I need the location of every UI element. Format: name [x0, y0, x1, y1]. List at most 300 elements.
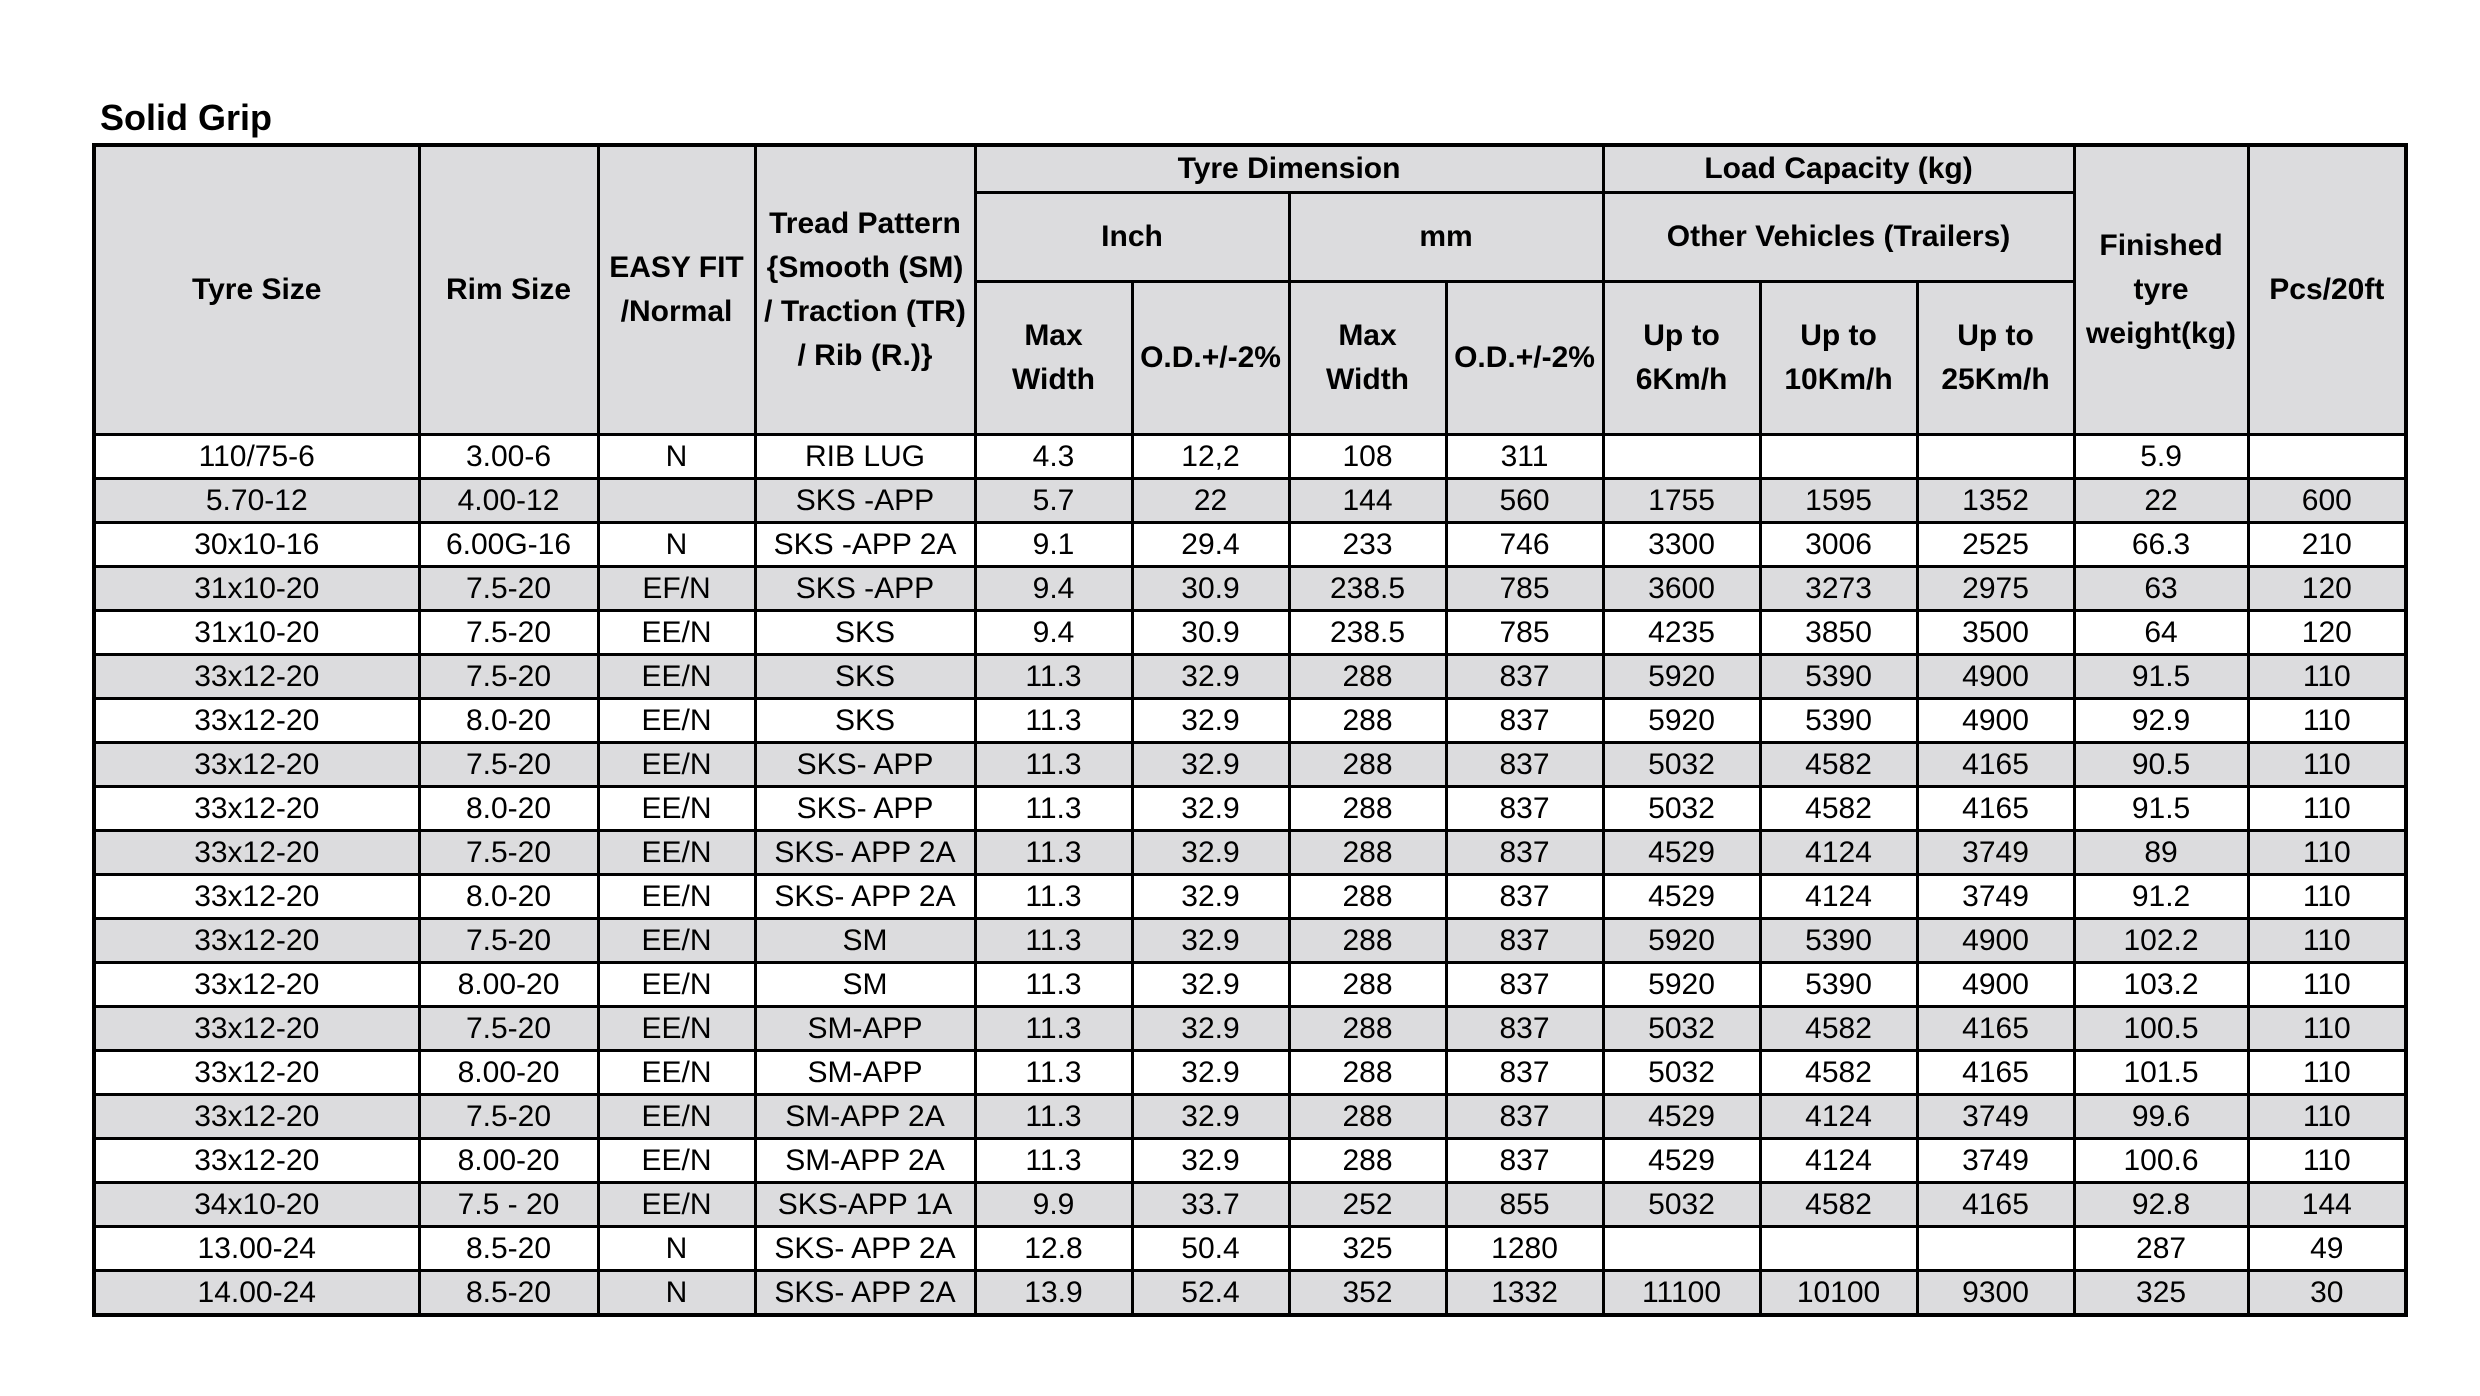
cell-inch-od: 32.9	[1132, 1007, 1289, 1051]
cell-tread-pattern: SM	[755, 963, 975, 1007]
cell-tyre-size: 33x12-20	[94, 699, 419, 743]
cell-load-10kmh: 3850	[1760, 611, 1917, 655]
cell-tyre-size: 34x10-20	[94, 1183, 419, 1227]
cell-load-25kmh: 3749	[1917, 1095, 2074, 1139]
cell-inch-od: 32.9	[1132, 699, 1289, 743]
cell-pcs-20ft: 600	[2248, 479, 2406, 523]
cell-tyre-size: 14.00-24	[94, 1271, 419, 1316]
cell-tread-pattern: SKS -APP 2A	[755, 523, 975, 567]
cell-rim-size: 7.5-20	[419, 743, 598, 787]
cell-inch-od: 32.9	[1132, 875, 1289, 919]
cell-mm-od: 837	[1446, 1007, 1603, 1051]
cell-rim-size: 7.5 - 20	[419, 1183, 598, 1227]
header-tread-pattern-line: {Smooth (SM)	[766, 251, 964, 284]
cell-load-10kmh	[1760, 435, 1917, 479]
cell-mm-max-width: 252	[1289, 1183, 1446, 1227]
cell-load-10kmh: 1595	[1760, 479, 1917, 523]
table-body	[94, 435, 2406, 1316]
cell-mm-od: 785	[1446, 567, 1603, 611]
cell-finished-weight: 287	[2074, 1227, 2248, 1271]
cell-tread-pattern: SKS	[755, 611, 975, 655]
cell-easy-fit: EE/N	[598, 611, 755, 655]
header-pcs-20ft: Pcs/20ft	[2248, 145, 2406, 435]
cell-inch-max-width: 9.4	[975, 611, 1132, 655]
cell-inch-od: 22	[1132, 479, 1289, 523]
cell-load-10kmh: 4582	[1760, 1007, 1917, 1051]
cell-finished-weight: 63	[2074, 567, 2248, 611]
cell-tyre-size: 33x12-20	[94, 655, 419, 699]
cell-rim-size: 8.0-20	[419, 787, 598, 831]
cell-load-6kmh: 4529	[1603, 1139, 1760, 1183]
cell-rim-size: 6.00G-16	[419, 523, 598, 567]
table-row	[94, 567, 2406, 611]
header-finished-weight	[2074, 145, 2248, 435]
cell-rim-size: 8.0-20	[419, 699, 598, 743]
header-tread-pattern-line: Tread Pattern	[769, 207, 961, 240]
header-max-width-line: Width	[1011, 363, 1096, 396]
cell-mm-max-width: 288	[1289, 1139, 1446, 1183]
cell-rim-size: 3.00-6	[419, 435, 598, 479]
cell-finished-weight: 103.2	[2074, 963, 2248, 1007]
cell-rim-size: 7.5-20	[419, 919, 598, 963]
cell-mm-od: 837	[1446, 699, 1603, 743]
cell-load-10kmh: 5390	[1760, 699, 1917, 743]
cell-pcs-20ft: 110	[2248, 963, 2406, 1007]
cell-tread-pattern: SKS- APP 2A	[755, 831, 975, 875]
cell-load-6kmh: 3600	[1603, 567, 1760, 611]
cell-load-10kmh: 4582	[1760, 1183, 1917, 1227]
header-up-to-25	[1917, 282, 2074, 435]
header-finished-weight-line: weight(kg)	[2086, 317, 2237, 350]
cell-mm-max-width: 288	[1289, 655, 1446, 699]
table-row	[94, 743, 2406, 787]
cell-mm-max-width: 288	[1289, 1007, 1446, 1051]
document-title: Solid Grip	[100, 97, 273, 138]
cell-inch-od: 50.4	[1132, 1227, 1289, 1271]
cell-load-6kmh: 5032	[1603, 1183, 1760, 1227]
cell-easy-fit: EE/N	[598, 919, 755, 963]
cell-mm-od: 785	[1446, 611, 1603, 655]
cell-load-10kmh: 10100	[1760, 1271, 1917, 1316]
cell-tread-pattern: SKS	[755, 699, 975, 743]
cell-load-25kmh	[1917, 435, 2074, 479]
cell-load-25kmh: 4165	[1917, 743, 2074, 787]
cell-load-6kmh: 3300	[1603, 523, 1760, 567]
header-rim-size: Rim Size	[419, 145, 598, 435]
cell-finished-weight: 92.9	[2074, 699, 2248, 743]
cell-pcs-20ft	[2248, 435, 2406, 479]
cell-easy-fit: N	[598, 1271, 755, 1316]
cell-pcs-20ft: 110	[2248, 831, 2406, 875]
cell-inch-od: 32.9	[1132, 919, 1289, 963]
header-speed-line: Up to	[1957, 319, 2034, 352]
header-inch-od: O.D.+/-2%	[1132, 282, 1289, 435]
cell-tyre-size: 31x10-20	[94, 611, 419, 655]
cell-inch-max-width: 9.4	[975, 567, 1132, 611]
cell-tyre-size: 5.70-12	[94, 479, 419, 523]
cell-tread-pattern: SKS- APP 2A	[755, 1271, 975, 1316]
cell-mm-max-width: 325	[1289, 1227, 1446, 1271]
cell-load-10kmh: 4124	[1760, 875, 1917, 919]
cell-finished-weight: 91.5	[2074, 655, 2248, 699]
cell-load-6kmh: 5920	[1603, 699, 1760, 743]
table-row	[94, 919, 2406, 963]
cell-load-25kmh: 4900	[1917, 699, 2074, 743]
cell-inch-od: 32.9	[1132, 1095, 1289, 1139]
cell-mm-od: 1280	[1446, 1227, 1603, 1271]
cell-mm-od: 1332	[1446, 1271, 1603, 1316]
cell-rim-size: 8.5-20	[419, 1227, 598, 1271]
cell-easy-fit: N	[598, 523, 755, 567]
header-tyre-size: Tyre Size	[94, 145, 419, 435]
cell-pcs-20ft: 110	[2248, 1007, 2406, 1051]
cell-load-6kmh: 5920	[1603, 655, 1760, 699]
table-header	[94, 145, 2406, 435]
cell-inch-max-width: 11.3	[975, 743, 1132, 787]
cell-tyre-size: 33x12-20	[94, 875, 419, 919]
cell-mm-max-width: 108	[1289, 435, 1446, 479]
cell-pcs-20ft: 110	[2248, 1095, 2406, 1139]
header-tread-pattern	[755, 145, 975, 435]
cell-mm-max-width: 233	[1289, 523, 1446, 567]
cell-easy-fit: N	[598, 1227, 755, 1271]
table-row	[94, 787, 2406, 831]
table-row	[94, 435, 2406, 479]
cell-finished-weight: 91.2	[2074, 875, 2248, 919]
header-easy-fit-line: EASY FIT	[609, 251, 744, 284]
cell-rim-size: 8.5-20	[419, 1271, 598, 1316]
table-row	[94, 655, 2406, 699]
cell-load-25kmh: 4165	[1917, 787, 2074, 831]
cell-mm-max-width: 288	[1289, 1095, 1446, 1139]
cell-load-25kmh: 3749	[1917, 875, 2074, 919]
cell-finished-weight: 92.8	[2074, 1183, 2248, 1227]
cell-inch-od: 32.9	[1132, 831, 1289, 875]
cell-pcs-20ft: 110	[2248, 787, 2406, 831]
cell-load-6kmh: 4529	[1603, 1095, 1760, 1139]
cell-easy-fit: EE/N	[598, 1139, 755, 1183]
table-row	[94, 611, 2406, 655]
cell-inch-max-width: 11.3	[975, 787, 1132, 831]
table-row	[94, 1007, 2406, 1051]
cell-mm-max-width: 288	[1289, 831, 1446, 875]
cell-pcs-20ft: 210	[2248, 523, 2406, 567]
cell-inch-max-width: 9.9	[975, 1183, 1132, 1227]
cell-inch-max-width: 11.3	[975, 699, 1132, 743]
header-tread-pattern-line: / Traction (TR)	[764, 295, 966, 328]
cell-inch-max-width: 13.9	[975, 1271, 1132, 1316]
cell-finished-weight: 22	[2074, 479, 2248, 523]
cell-tyre-size: 13.00-24	[94, 1227, 419, 1271]
cell-load-25kmh: 2525	[1917, 523, 2074, 567]
cell-inch-max-width: 11.3	[975, 1007, 1132, 1051]
table-row	[94, 479, 2406, 523]
cell-inch-od: 32.9	[1132, 963, 1289, 1007]
cell-inch-max-width: 11.3	[975, 875, 1132, 919]
cell-tread-pattern: SKS -APP	[755, 567, 975, 611]
header-max-width-line: Max	[1338, 319, 1397, 352]
header-mm-max-width	[1289, 282, 1446, 435]
cell-load-10kmh: 4124	[1760, 831, 1917, 875]
header-finished-weight-line: Finished	[2099, 229, 2223, 262]
cell-load-25kmh: 9300	[1917, 1271, 2074, 1316]
cell-finished-weight: 5.9	[2074, 435, 2248, 479]
cell-pcs-20ft: 110	[2248, 655, 2406, 699]
cell-easy-fit: EF/N	[598, 567, 755, 611]
cell-load-25kmh: 4900	[1917, 963, 2074, 1007]
cell-tread-pattern: SM	[755, 919, 975, 963]
cell-easy-fit: EE/N	[598, 743, 755, 787]
cell-inch-max-width: 5.7	[975, 479, 1132, 523]
cell-finished-weight: 89	[2074, 831, 2248, 875]
cell-inch-od: 52.4	[1132, 1271, 1289, 1316]
cell-load-10kmh: 4124	[1760, 1095, 1917, 1139]
cell-inch-max-width: 11.3	[975, 1051, 1132, 1095]
cell-tyre-size: 30x10-16	[94, 523, 419, 567]
cell-tread-pattern: SM-APP 2A	[755, 1095, 975, 1139]
cell-tread-pattern: SKS- APP	[755, 787, 975, 831]
cell-pcs-20ft: 110	[2248, 1139, 2406, 1183]
cell-finished-weight: 100.5	[2074, 1007, 2248, 1051]
cell-inch-od: 32.9	[1132, 655, 1289, 699]
cell-load-25kmh: 3500	[1917, 611, 2074, 655]
cell-easy-fit: EE/N	[598, 1007, 755, 1051]
cell-rim-size: 7.5-20	[419, 1095, 598, 1139]
cell-load-25kmh: 4165	[1917, 1051, 2074, 1095]
cell-mm-od: 837	[1446, 655, 1603, 699]
header-inch: Inch	[975, 193, 1289, 282]
cell-rim-size: 8.00-20	[419, 1051, 598, 1095]
cell-load-25kmh: 3749	[1917, 831, 2074, 875]
cell-inch-od: 32.9	[1132, 787, 1289, 831]
cell-rim-size: 8.00-20	[419, 963, 598, 1007]
cell-load-10kmh: 5390	[1760, 919, 1917, 963]
cell-load-10kmh: 4124	[1760, 1139, 1917, 1183]
cell-tread-pattern: SM-APP	[755, 1007, 975, 1051]
cell-inch-od: 32.9	[1132, 743, 1289, 787]
cell-inch-od: 29.4	[1132, 523, 1289, 567]
cell-mm-od: 837	[1446, 831, 1603, 875]
cell-inch-max-width: 12.8	[975, 1227, 1132, 1271]
header-up-to-6	[1603, 282, 1760, 435]
cell-pcs-20ft: 30	[2248, 1271, 2406, 1316]
table-row	[94, 1227, 2406, 1271]
table-row	[94, 963, 2406, 1007]
cell-load-6kmh: 5032	[1603, 1051, 1760, 1095]
cell-finished-weight: 90.5	[2074, 743, 2248, 787]
cell-pcs-20ft: 110	[2248, 875, 2406, 919]
cell-load-10kmh: 4582	[1760, 1051, 1917, 1095]
cell-rim-size: 8.0-20	[419, 875, 598, 919]
cell-easy-fit: EE/N	[598, 655, 755, 699]
header-finished-weight-line: tyre	[2133, 273, 2189, 306]
cell-tyre-size: 33x12-20	[94, 1051, 419, 1095]
header-speed-line: Up to	[1800, 319, 1877, 352]
table-row	[94, 1139, 2406, 1183]
cell-tread-pattern: SM-APP 2A	[755, 1139, 975, 1183]
cell-load-6kmh: 5920	[1603, 919, 1760, 963]
header-inch-max-width	[975, 282, 1132, 435]
cell-finished-weight: 102.2	[2074, 919, 2248, 963]
cell-finished-weight: 325	[2074, 1271, 2248, 1316]
cell-pcs-20ft: 49	[2248, 1227, 2406, 1271]
cell-mm-max-width: 144	[1289, 479, 1446, 523]
cell-mm-max-width: 238.5	[1289, 567, 1446, 611]
cell-inch-od: 30.9	[1132, 567, 1289, 611]
cell-tyre-size: 33x12-20	[94, 963, 419, 1007]
cell-pcs-20ft: 144	[2248, 1183, 2406, 1227]
cell-tread-pattern: SKS	[755, 655, 975, 699]
header-tyre-dimension: Tyre Dimension	[975, 145, 1603, 193]
cell-load-10kmh	[1760, 1227, 1917, 1271]
cell-load-25kmh: 3749	[1917, 1139, 2074, 1183]
header-speed-line: 6Km/h	[1635, 363, 1728, 396]
cell-tyre-size: 33x12-20	[94, 831, 419, 875]
cell-inch-max-width: 9.1	[975, 523, 1132, 567]
cell-mm-od: 837	[1446, 875, 1603, 919]
header-tread-pattern-line: / Rib (R.)}	[797, 339, 933, 372]
cell-rim-size: 7.5-20	[419, 1007, 598, 1051]
cell-mm-od: 837	[1446, 963, 1603, 1007]
cell-load-6kmh: 11100	[1603, 1271, 1760, 1316]
cell-easy-fit: EE/N	[598, 875, 755, 919]
cell-easy-fit: EE/N	[598, 787, 755, 831]
table-row	[94, 1095, 2406, 1139]
header-easy-fit-line: /Normal	[620, 295, 733, 328]
cell-load-6kmh: 4235	[1603, 611, 1760, 655]
cell-pcs-20ft: 120	[2248, 567, 2406, 611]
cell-inch-od: 32.9	[1132, 1051, 1289, 1095]
cell-load-25kmh: 4165	[1917, 1183, 2074, 1227]
cell-mm-od: 837	[1446, 919, 1603, 963]
table-row	[94, 699, 2406, 743]
cell-easy-fit: EE/N	[598, 1051, 755, 1095]
cell-finished-weight: 91.5	[2074, 787, 2248, 831]
cell-mm-max-width: 352	[1289, 1271, 1446, 1316]
cell-inch-max-width: 11.3	[975, 919, 1132, 963]
cell-easy-fit: EE/N	[598, 831, 755, 875]
cell-tread-pattern: SKS- APP 2A	[755, 875, 975, 919]
cell-mm-max-width: 288	[1289, 1051, 1446, 1095]
cell-mm-od: 311	[1446, 435, 1603, 479]
cell-inch-max-width: 11.3	[975, 1095, 1132, 1139]
cell-mm-od: 837	[1446, 787, 1603, 831]
header-mm-od: O.D.+/-2%	[1446, 282, 1603, 435]
cell-inch-od: 12,2	[1132, 435, 1289, 479]
cell-rim-size: 7.5-20	[419, 655, 598, 699]
cell-load-25kmh: 4900	[1917, 919, 2074, 963]
cell-mm-od: 746	[1446, 523, 1603, 567]
table-row	[94, 875, 2406, 919]
cell-tyre-size: 33x12-20	[94, 787, 419, 831]
header-other-vehicles: Other Vehicles (Trailers)	[1603, 193, 2074, 282]
header-load-capacity: Load Capacity (kg)	[1603, 145, 2074, 193]
cell-load-6kmh: 5032	[1603, 1007, 1760, 1051]
cell-tread-pattern: SKS- APP	[755, 743, 975, 787]
cell-mm-max-width: 288	[1289, 787, 1446, 831]
cell-rim-size: 4.00-12	[419, 479, 598, 523]
cell-mm-od: 837	[1446, 1139, 1603, 1183]
cell-mm-max-width: 288	[1289, 699, 1446, 743]
cell-rim-size: 8.00-20	[419, 1139, 598, 1183]
cell-tyre-size: 33x12-20	[94, 743, 419, 787]
cell-inch-max-width: 4.3	[975, 435, 1132, 479]
cell-tyre-size: 33x12-20	[94, 1007, 419, 1051]
cell-tyre-size: 33x12-20	[94, 1095, 419, 1139]
cell-inch-od: 33.7	[1132, 1183, 1289, 1227]
cell-inch-max-width: 11.3	[975, 963, 1132, 1007]
header-speed-line: 10Km/h	[1784, 363, 1893, 396]
cell-easy-fit	[598, 479, 755, 523]
cell-load-25kmh: 4900	[1917, 655, 2074, 699]
cell-inch-max-width: 11.3	[975, 831, 1132, 875]
cell-mm-od: 837	[1446, 743, 1603, 787]
cell-easy-fit: EE/N	[598, 1183, 755, 1227]
header-mm: mm	[1289, 193, 1603, 282]
cell-mm-max-width: 238.5	[1289, 611, 1446, 655]
cell-load-6kmh: 1755	[1603, 479, 1760, 523]
table-row	[94, 1183, 2406, 1227]
cell-tread-pattern: SKS -APP	[755, 479, 975, 523]
cell-load-10kmh: 4582	[1760, 787, 1917, 831]
cell-rim-size: 7.5-20	[419, 567, 598, 611]
cell-load-10kmh: 5390	[1760, 655, 1917, 699]
cell-pcs-20ft: 110	[2248, 743, 2406, 787]
cell-tread-pattern: RIB LUG	[755, 435, 975, 479]
cell-inch-max-width: 11.3	[975, 655, 1132, 699]
cell-inch-od: 32.9	[1132, 1139, 1289, 1183]
cell-mm-max-width: 288	[1289, 963, 1446, 1007]
cell-mm-od: 837	[1446, 1051, 1603, 1095]
cell-tyre-size: 110/75-6	[94, 435, 419, 479]
cell-finished-weight: 100.6	[2074, 1139, 2248, 1183]
cell-pcs-20ft: 110	[2248, 699, 2406, 743]
cell-tyre-size: 31x10-20	[94, 567, 419, 611]
cell-tread-pattern: SM-APP	[755, 1051, 975, 1095]
table-row	[94, 1271, 2406, 1316]
cell-load-6kmh: 4529	[1603, 875, 1760, 919]
cell-finished-weight: 99.6	[2074, 1095, 2248, 1139]
cell-mm-od: 855	[1446, 1183, 1603, 1227]
cell-easy-fit: EE/N	[598, 963, 755, 1007]
table-row	[94, 831, 2406, 875]
cell-load-10kmh: 3273	[1760, 567, 1917, 611]
cell-easy-fit: EE/N	[598, 1095, 755, 1139]
header-max-width-line: Width	[1325, 363, 1410, 396]
cell-mm-max-width: 288	[1289, 875, 1446, 919]
cell-pcs-20ft: 120	[2248, 611, 2406, 655]
cell-tread-pattern: SKS- APP 2A	[755, 1227, 975, 1271]
cell-mm-od: 837	[1446, 1095, 1603, 1139]
cell-tyre-size: 33x12-20	[94, 1139, 419, 1183]
cell-inch-max-width: 11.3	[975, 1139, 1132, 1183]
cell-easy-fit: N	[598, 435, 755, 479]
cell-load-10kmh: 3006	[1760, 523, 1917, 567]
cell-inch-od: 30.9	[1132, 611, 1289, 655]
cell-load-6kmh	[1603, 1227, 1760, 1271]
header-speed-line: Up to	[1643, 319, 1720, 352]
cell-easy-fit: EE/N	[598, 699, 755, 743]
cell-load-6kmh: 5920	[1603, 963, 1760, 1007]
solid-grip-spec-table	[92, 143, 2408, 1317]
cell-load-25kmh	[1917, 1227, 2074, 1271]
cell-load-25kmh: 4165	[1917, 1007, 2074, 1051]
cell-load-6kmh: 5032	[1603, 743, 1760, 787]
cell-rim-size: 7.5-20	[419, 611, 598, 655]
table-row	[94, 1051, 2406, 1095]
table-row	[94, 523, 2406, 567]
cell-load-6kmh: 5032	[1603, 787, 1760, 831]
